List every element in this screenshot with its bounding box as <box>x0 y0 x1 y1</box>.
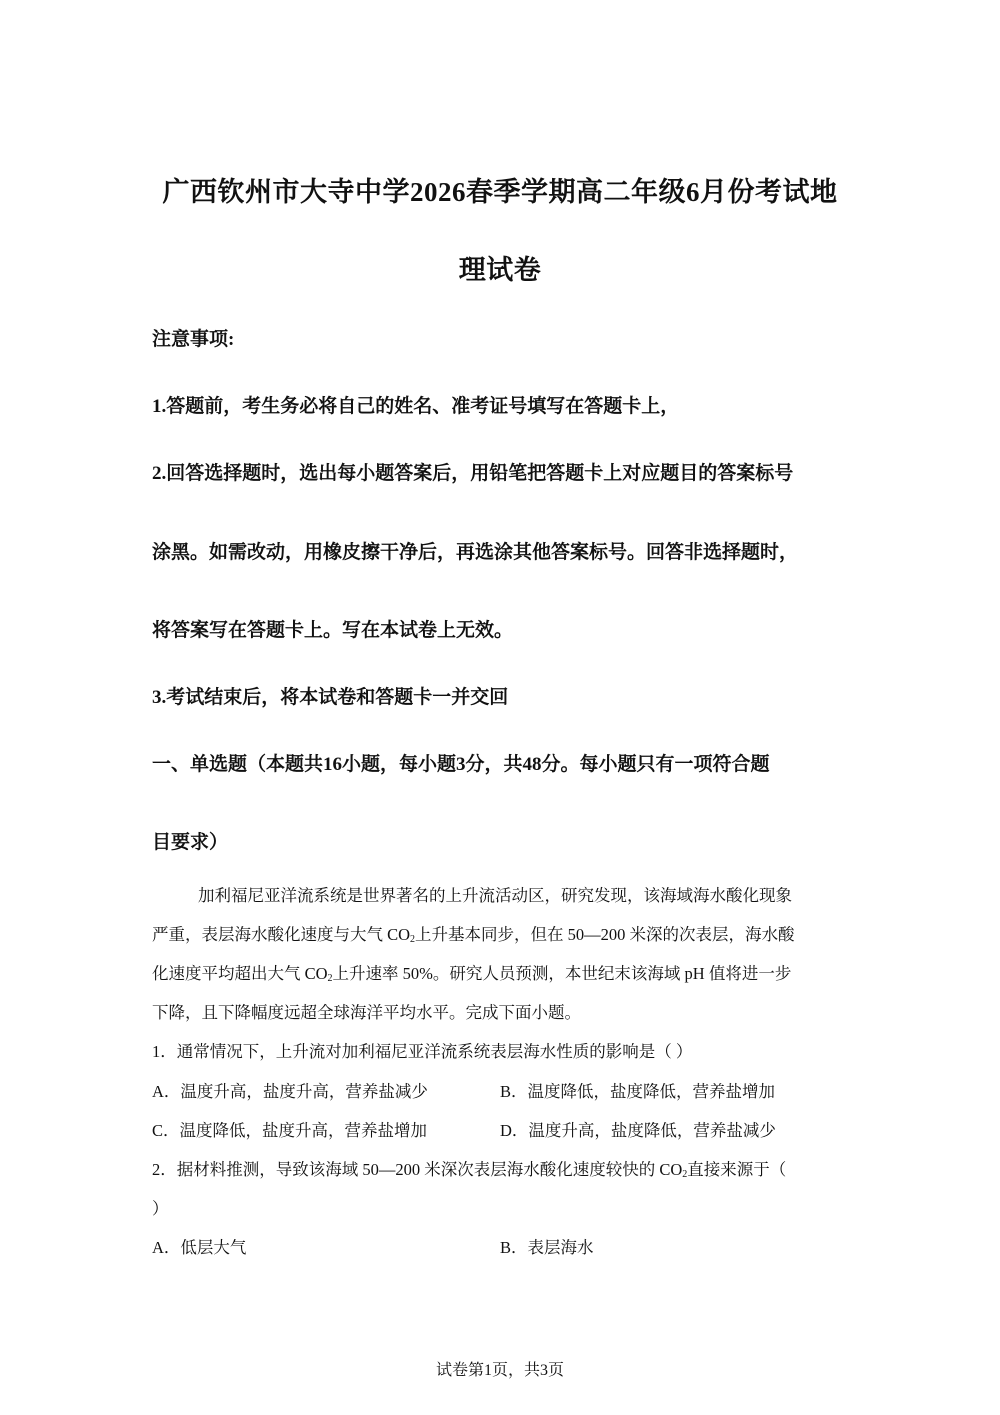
question-1-option-d: D．温度升高，盐度降低，营养盐减少 <box>500 1121 776 1140</box>
exam-title-line2: 理试卷 <box>458 255 542 285</box>
question-2-option-a: A．低层大气 <box>152 1238 247 1257</box>
question-2-stem-line2: ） <box>152 1199 169 1218</box>
page-footer: 试卷第1页，共3页 <box>435 1362 564 1379</box>
notice-heading: 注意事项: <box>152 329 235 350</box>
question-1-option-a: A．温度升高，盐度升高，营养盐减少 <box>152 1082 428 1101</box>
passage-line2: 严重，表层海水酸化速度与大气 $CO_2$上升基本同步，但在 50—200 米深的次表层，海水酸 <box>152 925 795 945</box>
passage-line3: 化速度平均超出大气 $CO_2$上升速率 50%。研究人员预测，本世纪末该海域 pH 值将进一步 <box>152 964 792 984</box>
exam-title-line1: 广西钦州市大寺中学2026春季学期高二年级6月份考试地 <box>162 177 838 207</box>
notice-item-2-line2: 涂黑。如需改动，用橡皮擦干净后，再选涂其他答案标号。回答非选择题时， <box>152 542 799 563</box>
notice-item-1: 1.答题前，考生务必将自己的姓名、准考证号填写在答题卡上， <box>152 396 680 417</box>
question-2-option-b: B．表层海水 <box>500 1238 594 1257</box>
section-heading-line1: 一、单选题（本题共16小题，每小题3分，共48分。每小题只有一项符合题 <box>152 754 770 775</box>
question-1-option-b: B．温度降低，盐度降低，营养盐增加 <box>500 1082 776 1101</box>
notice-item-2-line1: 2.回答选择题时，选出每小题答案后，用铅笔把答题卡上对应题目的答案标号 <box>152 463 794 484</box>
question-1-option-c: C．温度降低，盐度升高，营养盐增加 <box>152 1121 428 1140</box>
section-heading-line2: 目要求） <box>152 832 229 853</box>
notice-item-3: 3.考试结束后，将本试卷和答题卡一并交回 <box>152 687 509 708</box>
question-2-stem: 2．据材料推测，导致该海域 50—200 米深次表层海水酸化速度较快的 $CO_2$直接来源于（ <box>152 1160 787 1180</box>
question-1-stem: 1．通常情况下，上升流对加利福尼亚洋流系统表层海水性质的影响是（ ） <box>152 1042 693 1061</box>
passage-line4: 下降，且下降幅度远超全球海洋平均水平。完成下面小题。 <box>152 1003 581 1022</box>
notice-item-2-line3: 将答案写在答题卡上。写在本试卷上无效。 <box>152 620 514 641</box>
passage-line1: 加利福尼亚洋流系统是世界著名的上升流活动区，研究发现，该海域海水酸化现象 <box>198 886 792 905</box>
